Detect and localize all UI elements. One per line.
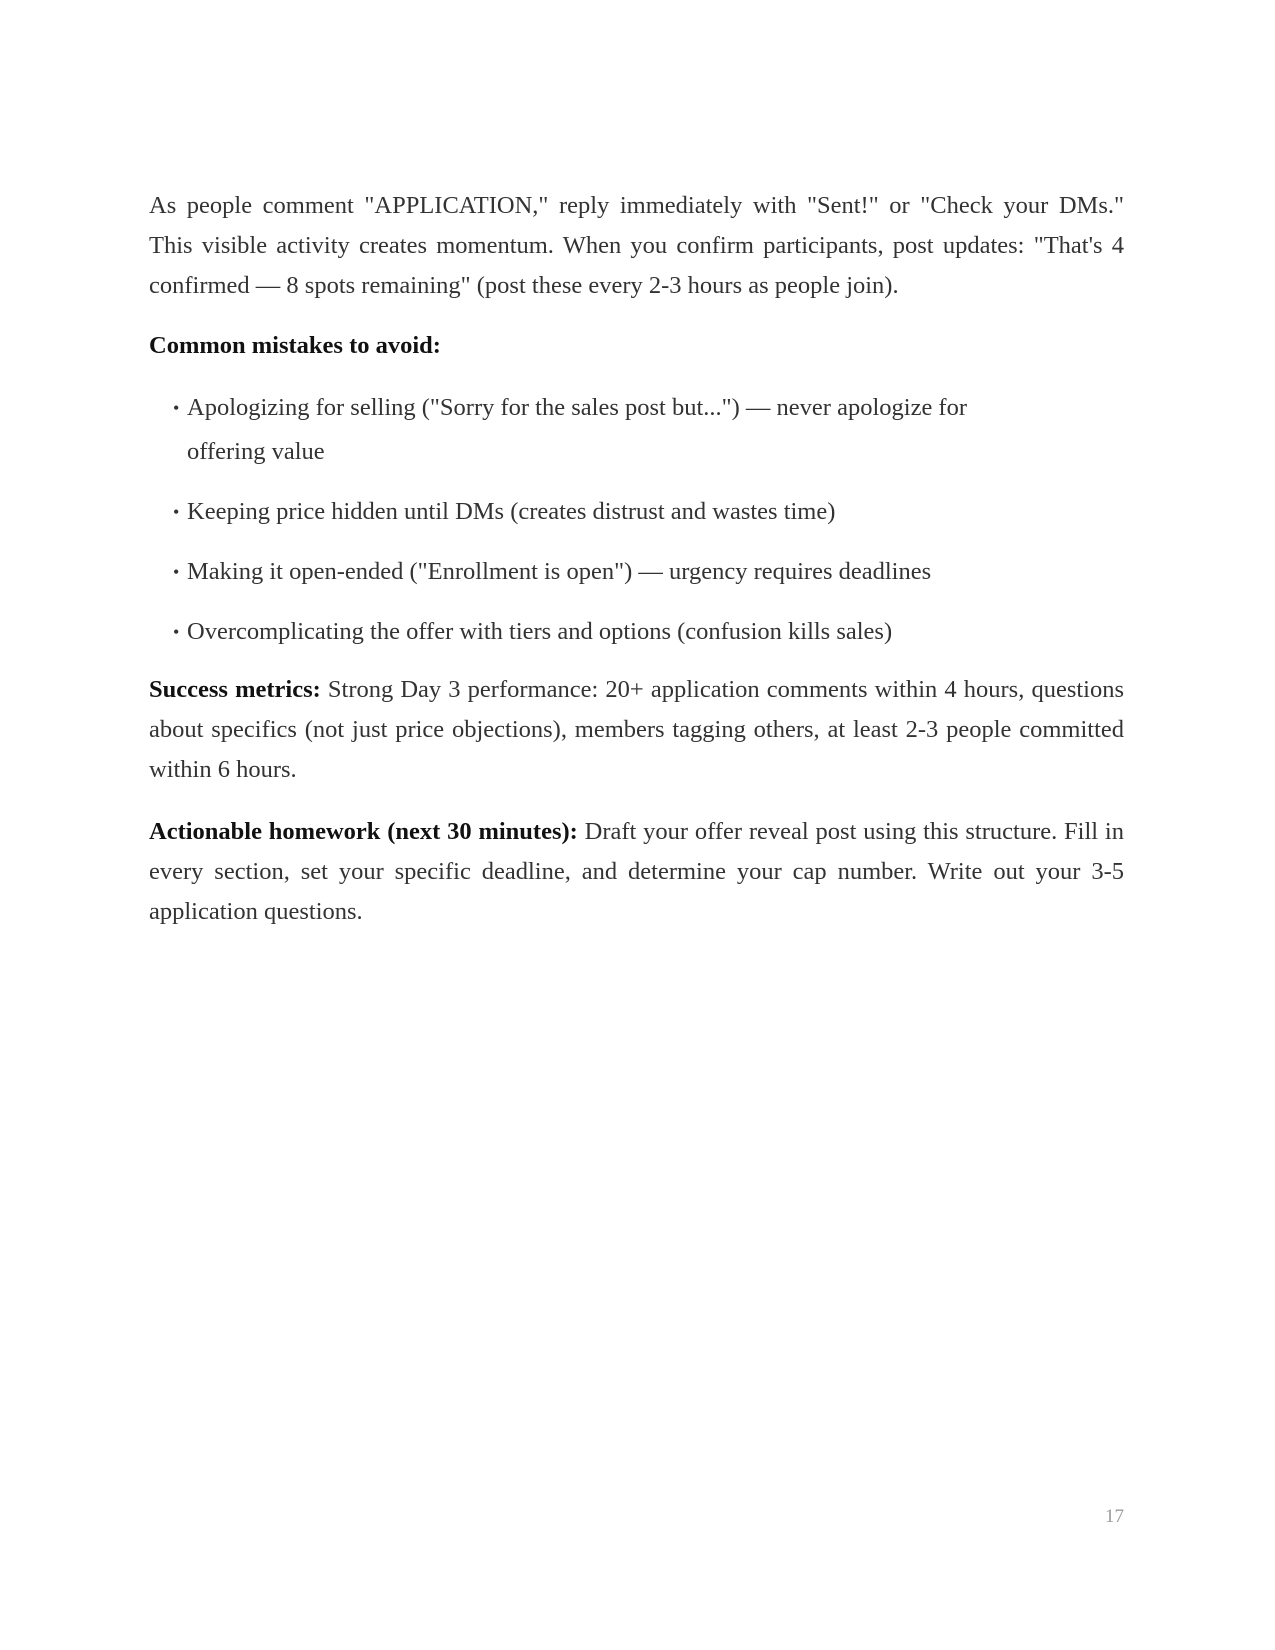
success-metrics-paragraph [149,670,1124,790]
success-metrics-text: Strong Day 3 performance: 20+ application comments within 4 hours, questions about specifics (not just price objections), members tagging others, at least 2-3 people committed within 6 hours. [149,676,1124,783]
success-metrics-label: Success metrics: [149,676,321,703]
homework-paragraph [149,812,1124,932]
intro-paragraph: As people comment "APPLICATION," reply immediately with "Sent!" or "Check your DMs." This visible activity creates momentum. When you confirm participants, post updates: "That's 4 confirmed — 8 spots remaining" (post these every 2-3 hours as people join). [149,192,1124,299]
mistake-list-item [173,610,1047,654]
homework-label: Actionable homework (next 30 minutes): [149,818,578,845]
mistake-text: Overcomplicating the offer with tiers and options (confusion kills sales) [187,618,893,645]
mistake-text: Making it open-ended ("Enrollment is open") — urgency requires deadlines [187,558,932,585]
mistake-text: Apologizing for selling ("Sorry for the sales post but...") — never apologize for offering value [187,394,968,465]
mistakes-list [149,386,1124,654]
bullet-icon: • [173,622,180,642]
bullet-icon: • [173,502,180,522]
mistake-list-item [173,490,1047,534]
mistake-text: Keeping price hidden until DMs (creates distrust and wastes time) [187,498,836,525]
bullet-icon: • [173,398,180,418]
page-content [149,186,1124,932]
mistakes-heading: Common mistakes to avoid: [149,332,441,359]
mistake-list-item [173,550,1047,594]
mistake-list-item [173,386,1047,474]
bullet-icon: • [173,562,180,582]
page-number: 17 [1105,1506,1124,1527]
homework-text: Draft your offer reveal post using this structure. Fill in every section, set your specific deadline, and determine your cap number. Write out your 3-5 application questions. [149,818,1124,925]
